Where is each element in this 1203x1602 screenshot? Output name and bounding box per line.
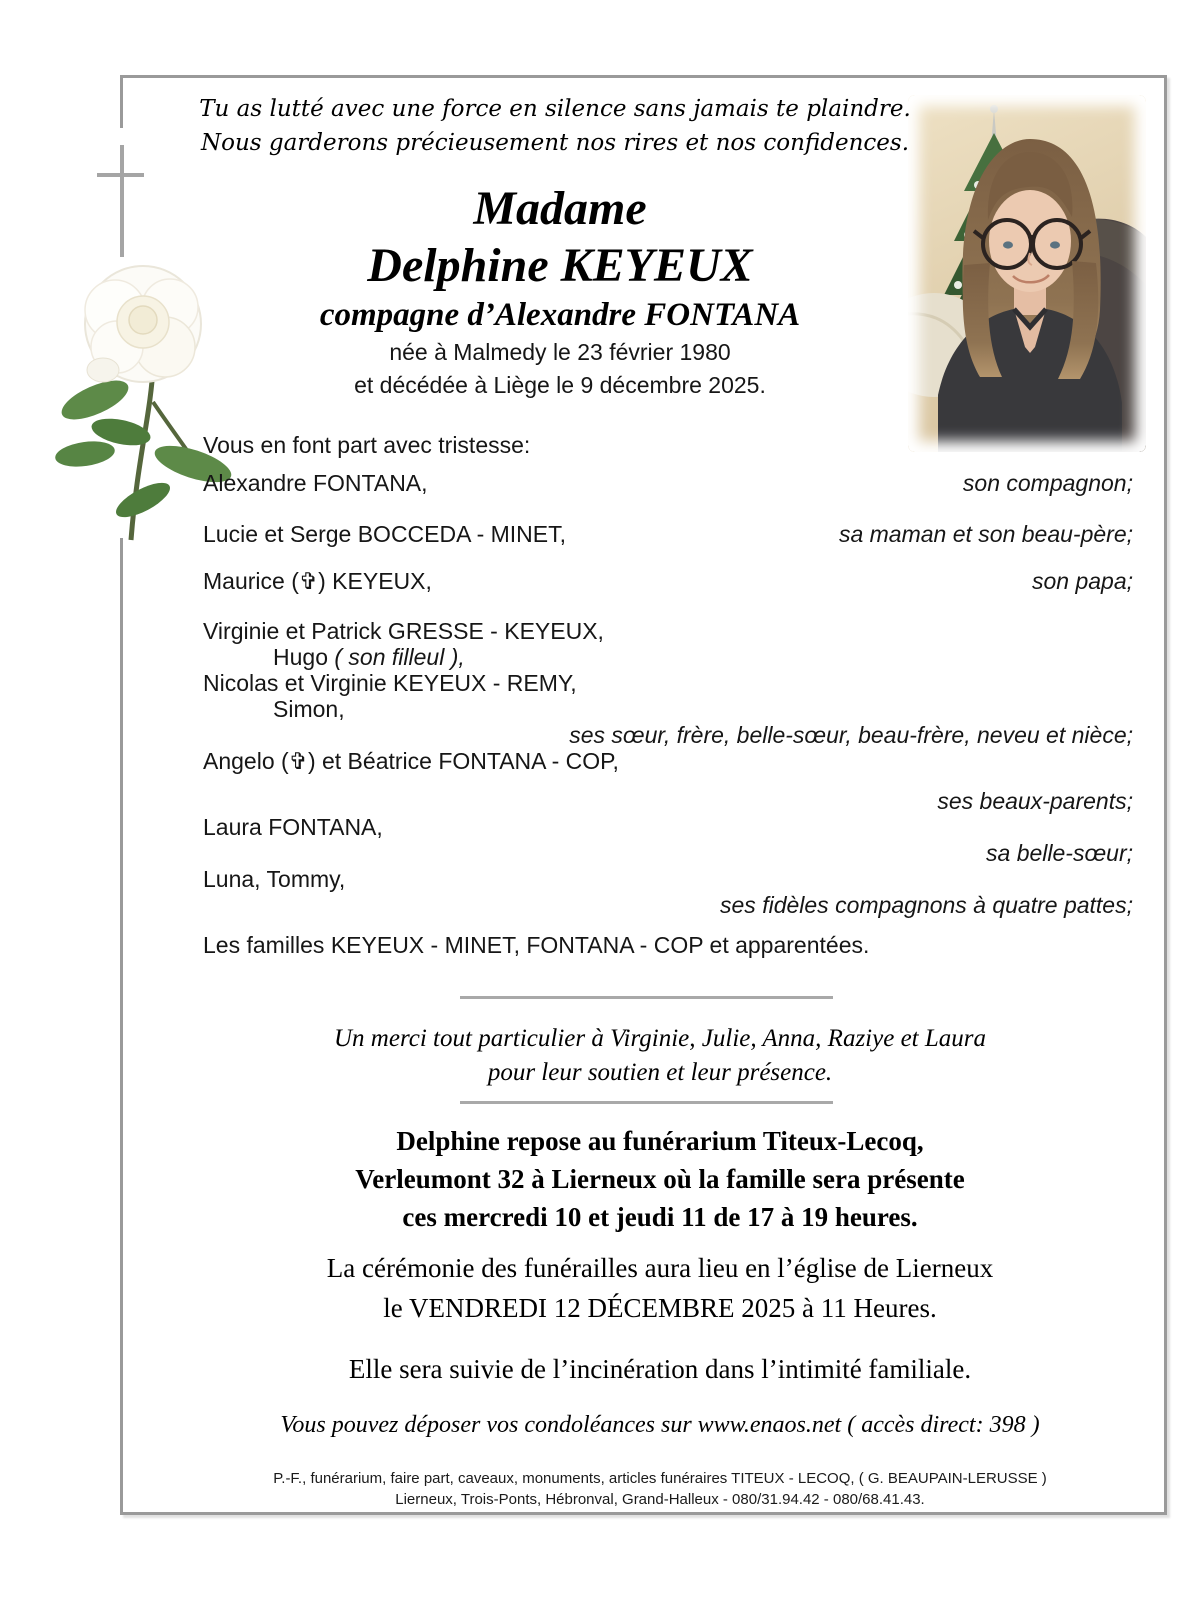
quote-line-1: Tu as lutté avec une force en silence sans jamais te plaindre.	[199, 96, 911, 122]
family-entry	[203, 470, 1133, 496]
family-name: Alexandre FONTANA,	[203, 470, 428, 496]
ceremony-line-2: le VENDREDI 12 DÉCEMBRE 2025 à 11 Heures.	[383, 1293, 937, 1323]
family-relation: ses beaux-parents;	[937, 788, 1133, 814]
family-name: Virginie et Patrick GRESSE - KEYEUX,	[203, 618, 604, 644]
divider-top	[460, 996, 833, 999]
wake-block	[160, 1122, 1160, 1236]
footer-line-2: Lierneux, Trois-Ponts, Hébronval, Grand-Halleux - 080/31.94.42 - 080/68.41.43.	[395, 1491, 925, 1508]
cremation-line: Elle sera suivie de l’incinération dans l’intimité familiale.	[348, 1354, 972, 1384]
families-line: Les familles KEYEUX - MINET, FONTANA - COP et apparentées.	[203, 932, 870, 958]
birth-line: née à Malmedy le 23 février 1980	[389, 339, 731, 365]
family-entry	[203, 568, 1133, 594]
announcement-list	[203, 432, 1133, 958]
wake-line-3: ces mercredi 10 et jeudi 11 de 17 à 19 heures.	[402, 1202, 918, 1232]
family-name: Maurice (✞) KEYEUX,	[203, 568, 432, 594]
family-name: Simon,	[273, 696, 345, 722]
deceased-name: Delphine KEYEUX	[367, 239, 753, 292]
family-relation: ses fidèles compagnons à quatre pattes;	[720, 892, 1133, 918]
family-name	[203, 644, 1133, 670]
family-entry-group	[203, 618, 1133, 748]
announcement-intro: Vous en font part avec tristesse:	[203, 432, 531, 458]
memorial-quote	[125, 92, 985, 160]
footer-line-1: P.-F., funérarium, faire part, caveaux, monuments, articles funéraires TITEUX - LECOQ, ( G. BEAUPAIN-LERUSSE )	[273, 1470, 1047, 1487]
family-name: Nicolas et Virginie KEYEUX - REMY,	[203, 670, 577, 696]
cross-icon-bar	[97, 173, 144, 177]
family-relation: son papa;	[1031, 568, 1133, 594]
death-line: et décédée à Liège le 9 décembre 2025.	[354, 372, 766, 398]
title-block	[120, 180, 1000, 336]
deceased-relation: compagne d’Alexandre FONTANA	[319, 297, 801, 333]
family-name: Lucie et Serge BOCCEDA - MINET,	[203, 521, 567, 547]
godson-note: ( son filleul ),	[334, 644, 465, 670]
family-name: Angelo (✞) et Béatrice FONTANA - COP,	[203, 748, 619, 774]
family-relation: son compagnon;	[962, 470, 1133, 496]
quote-line-2: Nous garderons précieusement nos rires et nos confidences.	[200, 130, 910, 156]
family-relation: ses sœur, frère, belle-sœur, beau-frère, neveu et nièce;	[569, 722, 1133, 748]
family-entry	[203, 521, 1133, 547]
honorific: Madame	[473, 182, 647, 235]
divider-bottom	[460, 1101, 833, 1104]
wake-line-2: Verleumont 32 à Lierneux où la famille sera présente	[355, 1164, 965, 1194]
ceremony-block	[160, 1248, 1160, 1328]
thanks-line-1: Un merci tout particulier à Virginie, Julie, Anna, Raziye et Laura	[334, 1025, 986, 1052]
family-name: Luna, Tommy,	[203, 866, 346, 892]
ceremony-line-1: La cérémonie des funérailles aura lieu en l’église de Lierneux	[326, 1253, 994, 1283]
family-relation: sa maman et son beau-père;	[838, 521, 1133, 547]
life-dates	[120, 336, 1000, 402]
thanks-line-2: pour leur soutien et leur présence.	[487, 1059, 833, 1086]
funeral-home-footer	[160, 1468, 1160, 1510]
thanks-block	[160, 1022, 1160, 1090]
wake-line-1: Delphine repose au funérarium Titeux-Lecoq,	[396, 1126, 924, 1156]
family-name: Laura FONTANA,	[203, 814, 383, 840]
condolences-line: Vous pouvez déposer vos condoléances sur www.enaos.net ( accès direct: 398 )	[280, 1412, 1040, 1438]
family-relation: sa belle-sœur;	[986, 840, 1133, 866]
godson-name: Hugo	[273, 644, 335, 670]
